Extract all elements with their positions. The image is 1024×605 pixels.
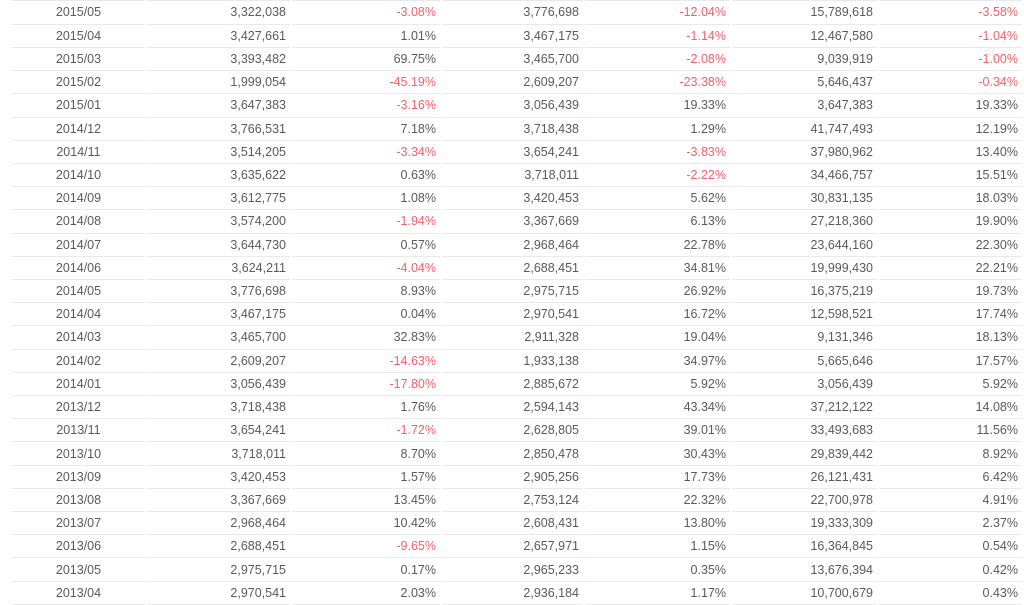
value-1-cell: 3,718,438 xyxy=(147,396,290,419)
change-3-percent-cell: 22.30% xyxy=(879,234,1022,257)
table-row xyxy=(12,582,1022,605)
table-row xyxy=(12,141,1022,164)
value-2-cell: 2,753,124 xyxy=(442,489,583,512)
month-cell: 2015/03 xyxy=(12,48,145,71)
month-cell: 2013/08 xyxy=(12,489,145,512)
change-3-percent-cell: 19.33% xyxy=(879,94,1022,117)
change-2-percent-cell: 16.72% xyxy=(585,303,730,326)
change-1-percent-cell: 8.93% xyxy=(292,280,440,303)
table-row xyxy=(12,512,1022,535)
change-3-percent-cell: -0.34% xyxy=(879,71,1022,94)
value-1-cell: 3,465,700 xyxy=(147,326,290,349)
table-row xyxy=(12,210,1022,233)
change-2-percent-cell: -23.38% xyxy=(585,71,730,94)
value-2-cell: 2,608,431 xyxy=(442,512,583,535)
value-3-cell: 13,676,394 xyxy=(732,558,877,581)
value-1-cell: 3,766,531 xyxy=(147,118,290,141)
change-3-percent-cell: 2.37% xyxy=(879,512,1022,535)
value-3-cell: 37,980,962 xyxy=(732,141,877,164)
value-1-cell: 3,420,453 xyxy=(147,466,290,489)
value-3-cell: 26,121,431 xyxy=(732,466,877,489)
month-cell: 2015/05 xyxy=(12,0,145,25)
change-3-percent-cell: 17.74% xyxy=(879,303,1022,326)
table-row xyxy=(12,94,1022,117)
change-2-percent-cell: 0.35% xyxy=(585,558,730,581)
value-3-cell: 19,333,309 xyxy=(732,512,877,535)
change-1-percent-cell: 69.75% xyxy=(292,48,440,71)
value-1-cell: 3,612,775 xyxy=(147,187,290,210)
change-3-percent-cell: -3.58% xyxy=(879,0,1022,25)
month-cell: 2013/09 xyxy=(12,466,145,489)
change-1-percent-cell: -45.19% xyxy=(292,71,440,94)
value-2-cell: 2,965,233 xyxy=(442,558,583,581)
change-2-percent-cell: 22.32% xyxy=(585,489,730,512)
change-3-percent-cell: 14.08% xyxy=(879,396,1022,419)
change-3-percent-cell: 12.19% xyxy=(879,118,1022,141)
change-2-percent-cell: -12.04% xyxy=(585,0,730,25)
change-1-percent-cell: 13.45% xyxy=(292,489,440,512)
value-3-cell: 30,831,135 xyxy=(732,187,877,210)
table-row xyxy=(12,396,1022,419)
table-row xyxy=(12,489,1022,512)
value-2-cell: 3,467,175 xyxy=(442,25,583,48)
table-row xyxy=(12,48,1022,71)
table-row xyxy=(12,25,1022,48)
month-cell: 2014/03 xyxy=(12,326,145,349)
change-1-percent-cell: 8.70% xyxy=(292,442,440,465)
change-3-percent-cell: 0.42% xyxy=(879,558,1022,581)
change-3-percent-cell: 8.92% xyxy=(879,442,1022,465)
table-row xyxy=(12,535,1022,558)
change-1-percent-cell: -3.34% xyxy=(292,141,440,164)
value-2-cell: 2,628,805 xyxy=(442,419,583,442)
month-cell: 2013/12 xyxy=(12,396,145,419)
month-cell: 2013/05 xyxy=(12,558,145,581)
value-2-cell: 3,420,453 xyxy=(442,187,583,210)
value-1-cell: 3,393,482 xyxy=(147,48,290,71)
change-3-percent-cell: 0.43% xyxy=(879,582,1022,605)
change-1-percent-cell: -1.72% xyxy=(292,419,440,442)
value-3-cell: 5,665,646 xyxy=(732,350,877,373)
value-1-cell: 3,644,730 xyxy=(147,234,290,257)
value-1-cell: 3,776,698 xyxy=(147,280,290,303)
month-cell: 2014/04 xyxy=(12,303,145,326)
table-body xyxy=(12,0,1022,605)
change-1-percent-cell: 0.04% xyxy=(292,303,440,326)
change-2-percent-cell: 43.34% xyxy=(585,396,730,419)
change-3-percent-cell: 6.42% xyxy=(879,466,1022,489)
change-1-percent-cell: 7.18% xyxy=(292,118,440,141)
month-cell: 2014/02 xyxy=(12,350,145,373)
value-3-cell: 37,212,122 xyxy=(732,396,877,419)
value-1-cell: 2,975,715 xyxy=(147,558,290,581)
month-cell: 2015/01 xyxy=(12,94,145,117)
value-2-cell: 2,911,328 xyxy=(442,326,583,349)
change-2-percent-cell: 30.43% xyxy=(585,442,730,465)
monthly-data-table xyxy=(10,0,1024,605)
table-row xyxy=(12,280,1022,303)
table-row xyxy=(12,257,1022,280)
month-cell: 2014/06 xyxy=(12,257,145,280)
change-1-percent-cell: -4.04% xyxy=(292,257,440,280)
value-2-cell: 3,367,669 xyxy=(442,210,583,233)
change-3-percent-cell: 22.21% xyxy=(879,257,1022,280)
value-2-cell: 2,594,143 xyxy=(442,396,583,419)
value-1-cell: 3,056,439 xyxy=(147,373,290,396)
month-cell: 2013/07 xyxy=(12,512,145,535)
change-2-percent-cell: 34.97% xyxy=(585,350,730,373)
value-2-cell: 3,056,439 xyxy=(442,94,583,117)
value-3-cell: 22,700,978 xyxy=(732,489,877,512)
change-1-percent-cell: 2.03% xyxy=(292,582,440,605)
value-1-cell: 2,688,451 xyxy=(147,535,290,558)
month-cell: 2013/11 xyxy=(12,419,145,442)
value-3-cell: 5,646,437 xyxy=(732,71,877,94)
month-cell: 2013/04 xyxy=(12,582,145,605)
change-3-percent-cell: 19.73% xyxy=(879,280,1022,303)
value-1-cell: 2,968,464 xyxy=(147,512,290,535)
value-2-cell: 2,975,715 xyxy=(442,280,583,303)
change-3-percent-cell: -1.04% xyxy=(879,25,1022,48)
value-3-cell: 29,839,442 xyxy=(732,442,877,465)
change-2-percent-cell: -3.83% xyxy=(585,141,730,164)
change-2-percent-cell: 1.15% xyxy=(585,535,730,558)
change-2-percent-cell: 13.80% xyxy=(585,512,730,535)
value-3-cell: 10,700,679 xyxy=(732,582,877,605)
value-3-cell: 3,647,383 xyxy=(732,94,877,117)
change-2-percent-cell: 1.29% xyxy=(585,118,730,141)
change-1-percent-cell: 32.83% xyxy=(292,326,440,349)
change-1-percent-cell: -1.94% xyxy=(292,210,440,233)
table-row xyxy=(12,466,1022,489)
value-2-cell: 3,654,241 xyxy=(442,141,583,164)
value-1-cell: 3,574,200 xyxy=(147,210,290,233)
change-1-percent-cell: -3.08% xyxy=(292,0,440,25)
month-cell: 2014/11 xyxy=(12,141,145,164)
change-3-percent-cell: 18.13% xyxy=(879,326,1022,349)
change-1-percent-cell: -3.16% xyxy=(292,94,440,117)
value-2-cell: 2,905,256 xyxy=(442,466,583,489)
value-2-cell: 2,609,207 xyxy=(442,71,583,94)
month-cell: 2015/02 xyxy=(12,71,145,94)
table-row xyxy=(12,419,1022,442)
value-3-cell: 9,131,346 xyxy=(732,326,877,349)
value-1-cell: 3,718,011 xyxy=(147,442,290,465)
value-2-cell: 2,850,478 xyxy=(442,442,583,465)
value-2-cell: 1,933,138 xyxy=(442,350,583,373)
value-3-cell: 3,056,439 xyxy=(732,373,877,396)
value-2-cell: 3,718,011 xyxy=(442,164,583,187)
value-3-cell: 27,218,360 xyxy=(732,210,877,233)
value-1-cell: 3,467,175 xyxy=(147,303,290,326)
change-3-percent-cell: 13.40% xyxy=(879,141,1022,164)
value-3-cell: 16,375,219 xyxy=(732,280,877,303)
value-3-cell: 23,644,160 xyxy=(732,234,877,257)
value-1-cell: 3,367,669 xyxy=(147,489,290,512)
change-3-percent-cell: 19.90% xyxy=(879,210,1022,233)
value-1-cell: 3,322,038 xyxy=(147,0,290,25)
value-3-cell: 16,364,845 xyxy=(732,535,877,558)
change-1-percent-cell: -14.63% xyxy=(292,350,440,373)
change-1-percent-cell: 0.63% xyxy=(292,164,440,187)
change-2-percent-cell: 39.01% xyxy=(585,419,730,442)
change-2-percent-cell: 1.17% xyxy=(585,582,730,605)
month-cell: 2014/12 xyxy=(12,118,145,141)
value-1-cell: 3,624,211 xyxy=(147,257,290,280)
month-cell: 2015/04 xyxy=(12,25,145,48)
value-3-cell: 41,747,493 xyxy=(732,118,877,141)
value-2-cell: 3,718,438 xyxy=(442,118,583,141)
value-3-cell: 9,039,919 xyxy=(732,48,877,71)
value-3-cell: 15,789,618 xyxy=(732,0,877,25)
value-3-cell: 12,467,580 xyxy=(732,25,877,48)
change-2-percent-cell: 6.13% xyxy=(585,210,730,233)
change-1-percent-cell: -17.80% xyxy=(292,373,440,396)
change-2-percent-cell: 26.92% xyxy=(585,280,730,303)
table-row xyxy=(12,234,1022,257)
change-3-percent-cell: 11.56% xyxy=(879,419,1022,442)
value-2-cell: 2,936,184 xyxy=(442,582,583,605)
change-3-percent-cell: 5.92% xyxy=(879,373,1022,396)
table-row xyxy=(12,71,1022,94)
value-1-cell: 1,999,054 xyxy=(147,71,290,94)
value-3-cell: 12,598,521 xyxy=(732,303,877,326)
value-1-cell: 3,427,661 xyxy=(147,25,290,48)
value-2-cell: 3,465,700 xyxy=(442,48,583,71)
month-cell: 2014/10 xyxy=(12,164,145,187)
change-2-percent-cell: -1.14% xyxy=(585,25,730,48)
value-2-cell: 2,968,464 xyxy=(442,234,583,257)
value-2-cell: 3,776,698 xyxy=(442,0,583,25)
month-cell: 2014/09 xyxy=(12,187,145,210)
value-1-cell: 3,514,205 xyxy=(147,141,290,164)
change-1-percent-cell: 1.08% xyxy=(292,187,440,210)
change-1-percent-cell: 10.42% xyxy=(292,512,440,535)
change-1-percent-cell: 0.17% xyxy=(292,558,440,581)
value-1-cell: 2,609,207 xyxy=(147,350,290,373)
table-row xyxy=(12,373,1022,396)
change-2-percent-cell: -2.22% xyxy=(585,164,730,187)
change-1-percent-cell: 1.01% xyxy=(292,25,440,48)
change-1-percent-cell: 1.76% xyxy=(292,396,440,419)
change-1-percent-cell: -9.65% xyxy=(292,535,440,558)
month-cell: 2014/08 xyxy=(12,210,145,233)
value-1-cell: 3,647,383 xyxy=(147,94,290,117)
change-3-percent-cell: 18.03% xyxy=(879,187,1022,210)
month-cell: 2013/06 xyxy=(12,535,145,558)
value-3-cell: 19,999,430 xyxy=(732,257,877,280)
value-3-cell: 33,493,683 xyxy=(732,419,877,442)
value-2-cell: 2,657,971 xyxy=(442,535,583,558)
month-cell: 2013/10 xyxy=(12,442,145,465)
table-row xyxy=(12,442,1022,465)
change-2-percent-cell: 5.62% xyxy=(585,187,730,210)
change-3-percent-cell: 15.51% xyxy=(879,164,1022,187)
value-2-cell: 2,885,672 xyxy=(442,373,583,396)
change-1-percent-cell: 0.57% xyxy=(292,234,440,257)
change-2-percent-cell: 19.33% xyxy=(585,94,730,117)
table-row xyxy=(12,164,1022,187)
month-cell: 2014/07 xyxy=(12,234,145,257)
change-3-percent-cell: 17.57% xyxy=(879,350,1022,373)
table-row xyxy=(12,326,1022,349)
table-row xyxy=(12,118,1022,141)
change-2-percent-cell: 5.92% xyxy=(585,373,730,396)
change-2-percent-cell: 17.73% xyxy=(585,466,730,489)
value-3-cell: 34,466,757 xyxy=(732,164,877,187)
value-2-cell: 2,688,451 xyxy=(442,257,583,280)
month-cell: 2014/05 xyxy=(12,280,145,303)
change-2-percent-cell: 22.78% xyxy=(585,234,730,257)
change-1-percent-cell: 1.57% xyxy=(292,466,440,489)
change-3-percent-cell: 4.91% xyxy=(879,489,1022,512)
table-row xyxy=(12,187,1022,210)
change-3-percent-cell: -1.00% xyxy=(879,48,1022,71)
change-3-percent-cell: 0.54% xyxy=(879,535,1022,558)
change-2-percent-cell: 19.04% xyxy=(585,326,730,349)
table-row xyxy=(12,350,1022,373)
value-2-cell: 2,970,541 xyxy=(442,303,583,326)
change-2-percent-cell: 34.81% xyxy=(585,257,730,280)
value-1-cell: 2,970,541 xyxy=(147,582,290,605)
month-cell: 2014/01 xyxy=(12,373,145,396)
table-row xyxy=(12,558,1022,581)
change-2-percent-cell: -2.08% xyxy=(585,48,730,71)
table-row xyxy=(12,303,1022,326)
value-1-cell: 3,654,241 xyxy=(147,419,290,442)
table-row xyxy=(12,0,1022,25)
value-1-cell: 3,635,622 xyxy=(147,164,290,187)
